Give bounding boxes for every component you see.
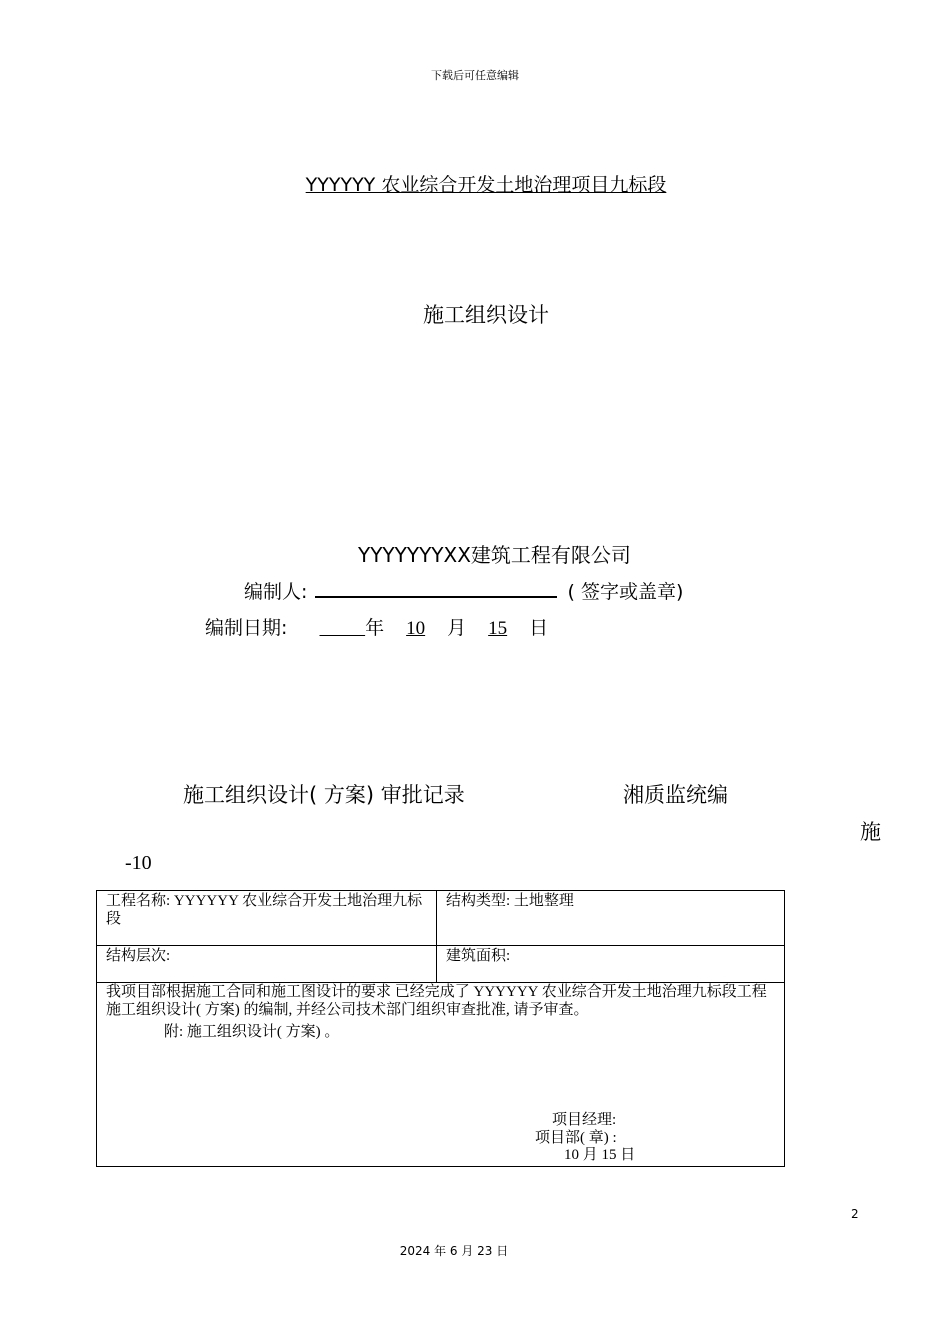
project-dept-stamp-label: 项目部( 章) :: [535, 1130, 617, 1146]
sign-date: 10 月 15 日: [564, 1147, 636, 1163]
project-manager-label: 项目经理:: [552, 1112, 617, 1128]
date-day: 15: [488, 618, 508, 639]
table-row: [97, 891, 785, 946]
project-name-cell: 工程名称: YYYYYY 农业综合开发土地治理九标段: [97, 891, 437, 946]
approval-form-code-cont: 施: [860, 820, 881, 844]
page-number: 2: [851, 1207, 859, 1221]
project-title: YYYYYY 农业综合开发土地治理项目九标段: [305, 174, 667, 196]
approval-form-number: -10: [125, 852, 152, 874]
date-year-blank: [320, 618, 366, 640]
document-title: 施工组织设计: [423, 303, 549, 327]
date-day-label: 日: [529, 617, 549, 639]
compiler-label: 编制人:: [244, 581, 308, 603]
approval-form-code: 湘质监统编: [623, 783, 728, 807]
request-text: 我项目部根据施工合同和施工图设计的要求 已经完成了 YYYYYY 农业综合开发土地治理九标段工程施工组织设计( 方案) 的编制, 并经公司技术部门组织审查批准, 请予审查。: [106, 984, 767, 1018]
compiler-signature-line: [315, 582, 557, 598]
compiler-suffix: ( 签字或盖章): [567, 581, 684, 603]
company-name: YYYYYYYXX建筑工程有限公司: [358, 543, 631, 567]
structure-levels-cell: 结构层次:: [97, 946, 437, 983]
approval-record-title: 施工组织设计( 方案) 审批记录: [183, 783, 465, 807]
compile-date-row: [205, 613, 548, 640]
request-cell: [97, 983, 785, 1167]
building-area-cell: 建筑面积:: [437, 946, 785, 983]
table-row: [97, 946, 785, 983]
date-month: 10: [406, 618, 426, 639]
compiler-row: [244, 577, 683, 604]
date-year-label: 年: [365, 617, 385, 639]
attachment-note: 附: 施工组织设计( 方案) 。: [164, 1024, 340, 1040]
structure-type-cell: 结构类型: 土地整理: [437, 891, 785, 946]
date-label: 编制日期:: [205, 617, 288, 639]
header-note: 下载后可任意编辑: [431, 69, 519, 82]
date-month-label: 月: [447, 617, 467, 639]
table-row: [97, 983, 785, 1167]
footer-date: 2024 年 6 月 23 日: [399, 1244, 509, 1258]
approval-record-table: [96, 890, 785, 1167]
